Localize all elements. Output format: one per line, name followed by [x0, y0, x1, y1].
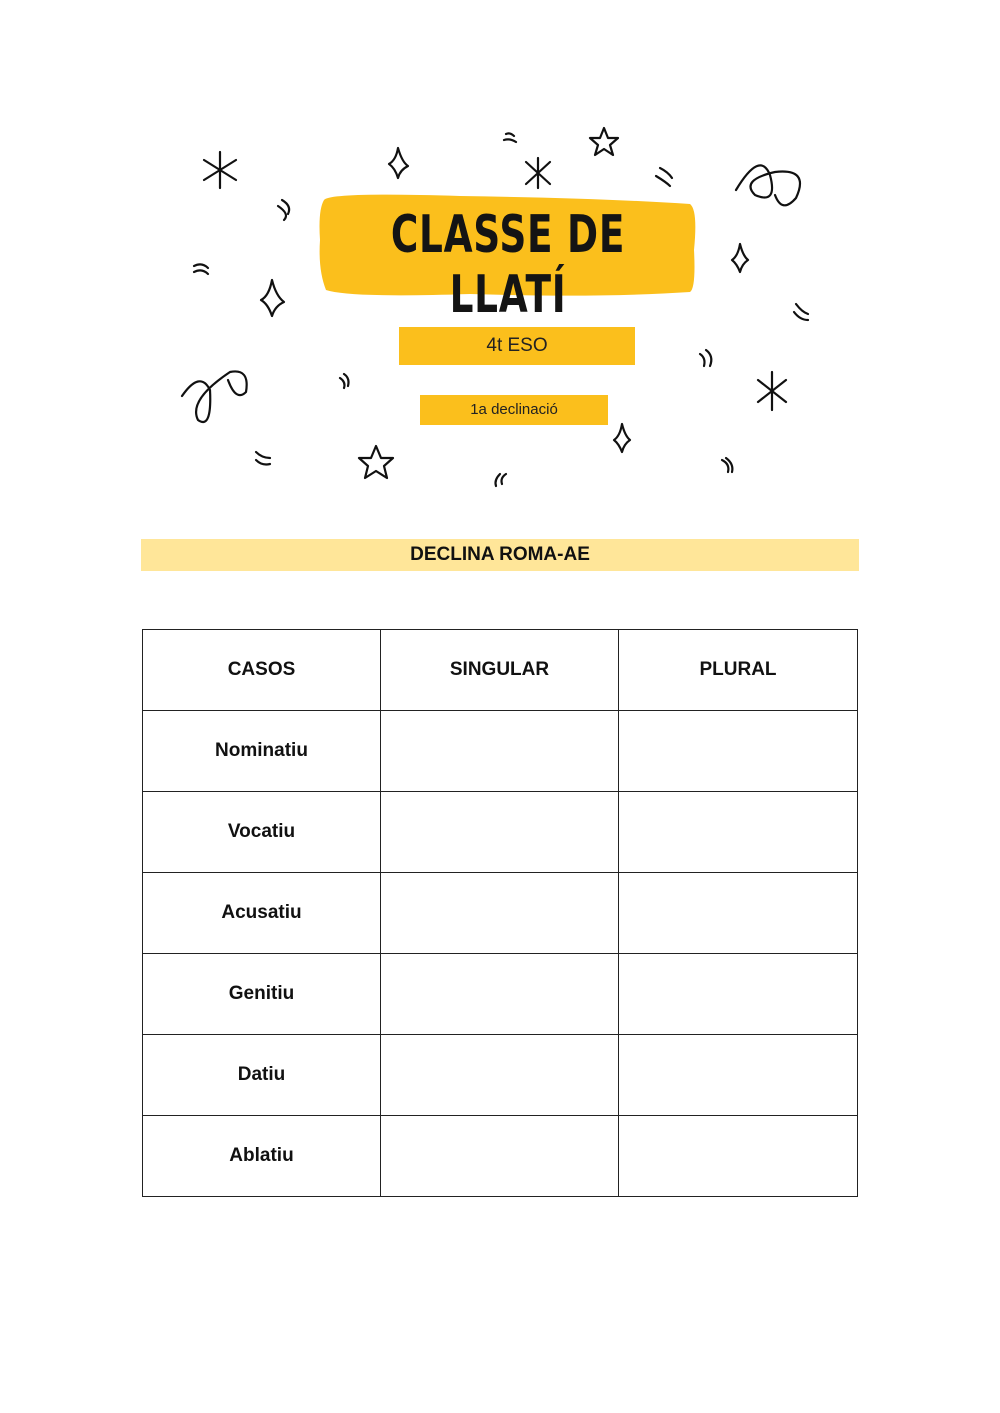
column-header-plural: PLURAL: [619, 630, 858, 711]
case-label: Genitiu: [143, 954, 381, 1035]
case-label: Nominatiu: [143, 711, 381, 792]
singular-answer-cell[interactable]: [381, 1035, 619, 1116]
plural-answer-cell[interactable]: [619, 873, 858, 954]
sparkle-icon: [389, 148, 408, 178]
case-label: Vocatiu: [143, 792, 381, 873]
column-header-singular: SINGULAR: [381, 630, 619, 711]
table-header-row: [143, 630, 858, 711]
table-row: [143, 1035, 858, 1116]
table-row: [143, 792, 858, 873]
table-row: [143, 1116, 858, 1197]
course-label: 4t ESO: [399, 327, 635, 365]
star-icon: [359, 446, 393, 478]
swoosh-icon: [194, 264, 208, 274]
plural-answer-cell[interactable]: [619, 792, 858, 873]
swoosh-icon: [340, 374, 349, 388]
singular-answer-cell[interactable]: [381, 711, 619, 792]
singular-answer-cell[interactable]: [381, 1116, 619, 1197]
exercise-heading: DECLINA ROMA-AE: [141, 539, 859, 571]
loop-icon: [182, 371, 247, 422]
table-row: [143, 873, 858, 954]
sparkle-icon: [261, 280, 284, 316]
swoosh-icon: [794, 304, 808, 320]
swoosh-icon: [656, 168, 672, 186]
singular-answer-cell[interactable]: [381, 954, 619, 1035]
sparkle-icon: [614, 424, 630, 452]
asterisk-icon: [204, 152, 236, 188]
loop-icon: [736, 165, 800, 205]
table-row: [143, 711, 858, 792]
topic-label: 1a declinació: [420, 395, 608, 425]
column-header-cases: CASOS: [143, 630, 381, 711]
star-icon: [590, 128, 618, 155]
case-label: Ablatiu: [143, 1116, 381, 1197]
case-label: Datiu: [143, 1035, 381, 1116]
asterisk-icon: [526, 158, 550, 188]
declension-table: [142, 629, 858, 1197]
asterisk-icon: [758, 372, 786, 410]
sparkle-icon: [732, 244, 748, 272]
swoosh-icon: [504, 133, 516, 142]
plural-answer-cell[interactable]: [619, 954, 858, 1035]
case-label: Acusatiu: [143, 873, 381, 954]
swoosh-icon: [278, 200, 289, 220]
swoosh-icon: [722, 458, 732, 472]
plural-answer-cell[interactable]: [619, 711, 858, 792]
plural-answer-cell[interactable]: [619, 1035, 858, 1116]
swoosh-icon: [700, 350, 711, 366]
table-row: [143, 954, 858, 1035]
plural-answer-cell[interactable]: [619, 1116, 858, 1197]
worksheet-title: CLASSE DE LLATÍ: [390, 205, 626, 325]
swoosh-icon: [496, 474, 507, 486]
singular-answer-cell[interactable]: [381, 792, 619, 873]
swoosh-icon: [256, 452, 270, 465]
singular-answer-cell[interactable]: [381, 873, 619, 954]
